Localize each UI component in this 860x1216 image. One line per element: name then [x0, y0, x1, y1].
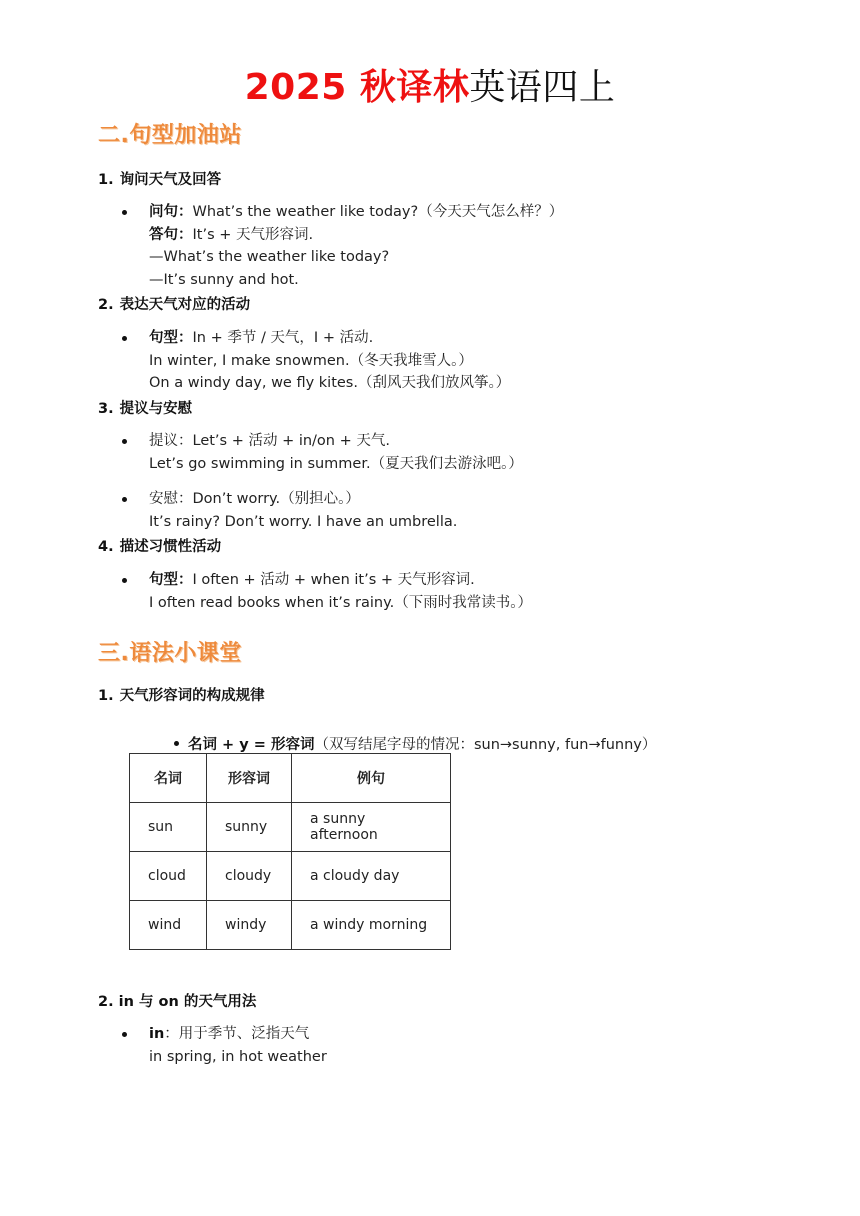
table-header-row: [130, 754, 451, 803]
rule-formula: 名词 + y = 形容词: [188, 737, 315, 753]
subheading-habitual-activities: 4. 描述习惯性活动: [98, 539, 222, 555]
column-header: 形容词: [207, 754, 292, 803]
text-line: 答句：It’s + 天气形容词.: [149, 226, 314, 243]
subheading-weather-activities: 2. 表达天气对应的活动: [98, 297, 251, 313]
bullet-dot-icon: [122, 210, 127, 215]
table-cell: a windy morning: [292, 901, 451, 950]
bullet-weather-activities: [122, 327, 510, 395]
bullet-comfort: [122, 488, 457, 533]
rule-note: （双写结尾字母的情况：sun→sunny, fun→funny）: [314, 737, 657, 753]
text-line: 安慰：Don’t worry.（别担心。）: [149, 491, 360, 507]
adjective-table: [129, 753, 451, 950]
text-line: —It’s sunny and hot.: [149, 271, 299, 288]
text-line: 问句：What’s the weather like today?（今天天气怎么样？）: [149, 204, 564, 220]
section-heading-sentence-patterns: 二.句型加油站: [98, 123, 242, 148]
bullet-ask-weather: [122, 201, 563, 291]
table-cell: sunny: [207, 803, 292, 852]
column-header: 名词: [130, 754, 207, 803]
text-line: 句型：In + 季节 / 天气，I + 活动.: [149, 330, 374, 346]
text-line: On a windy day, we fly kites.（刮风天我们放风筝。）: [149, 375, 511, 391]
title-year: 2025: [244, 67, 347, 108]
text-line: In winter, I make snowmen.（冬天我堆雪人。）: [149, 352, 473, 369]
table-cell: windy: [207, 901, 292, 950]
text-line: I often read books when it’s rainy.（下雨时我常读书。）: [149, 594, 532, 611]
text-line: It’s rainy? Don’t worry. I have an umbrella.: [149, 513, 458, 530]
bullet-dot-icon: [174, 741, 179, 746]
subheading-in-on-usage: 2. in 与 on 的天气用法: [98, 994, 257, 1010]
title-series: 秋译林: [359, 67, 470, 108]
bullet-suggest: [122, 430, 523, 475]
section-heading-grammar: 三.语法小课堂: [98, 641, 242, 666]
table-cell: a sunny afternoon: [292, 803, 451, 852]
rule-bullet: [174, 733, 656, 754]
bullet-dot-icon: [122, 439, 127, 444]
subheading-ask-weather: 1. 询问天气及回答: [98, 172, 222, 188]
table-row: [130, 901, 451, 950]
bullet-dot-icon: [122, 497, 127, 502]
bullet-dot-icon: [122, 1032, 127, 1037]
table-cell: cloudy: [207, 852, 292, 901]
text-line: Let’s go swimming in summer.（夏天我们去游泳吧。）: [149, 455, 523, 472]
table-row: [130, 852, 451, 901]
table-cell: wind: [130, 901, 207, 950]
text-line: —What’s the weather like today?: [149, 249, 390, 265]
subheading-suggest-comfort: 3. 提议与安慰: [98, 401, 193, 417]
table-cell: a cloudy day: [292, 852, 451, 901]
table-cell: cloud: [130, 852, 207, 901]
text-line: in：用于季节、泛指天气: [149, 1026, 310, 1042]
bullet-dot-icon: [122, 578, 127, 583]
text-line: 提议：Let’s + 活动 + in/on + 天气.: [149, 433, 390, 449]
page-title: [0, 66, 860, 109]
bullet-dot-icon: [122, 336, 127, 341]
subheading-adjective-rules: 1. 天气形容词的构成规律: [98, 688, 265, 704]
text-line: 句型：I often + 活动 + when it’s + 天气形容词.: [149, 572, 475, 588]
title-subject: 英语四上: [469, 67, 616, 108]
column-header: 例句: [292, 754, 451, 803]
bullet-habitual: [122, 569, 532, 614]
text-line: in spring, in hot weather: [149, 1048, 327, 1065]
table-row: [130, 803, 451, 852]
table-cell: sun: [130, 803, 207, 852]
bullet-in-usage: [122, 1023, 327, 1068]
